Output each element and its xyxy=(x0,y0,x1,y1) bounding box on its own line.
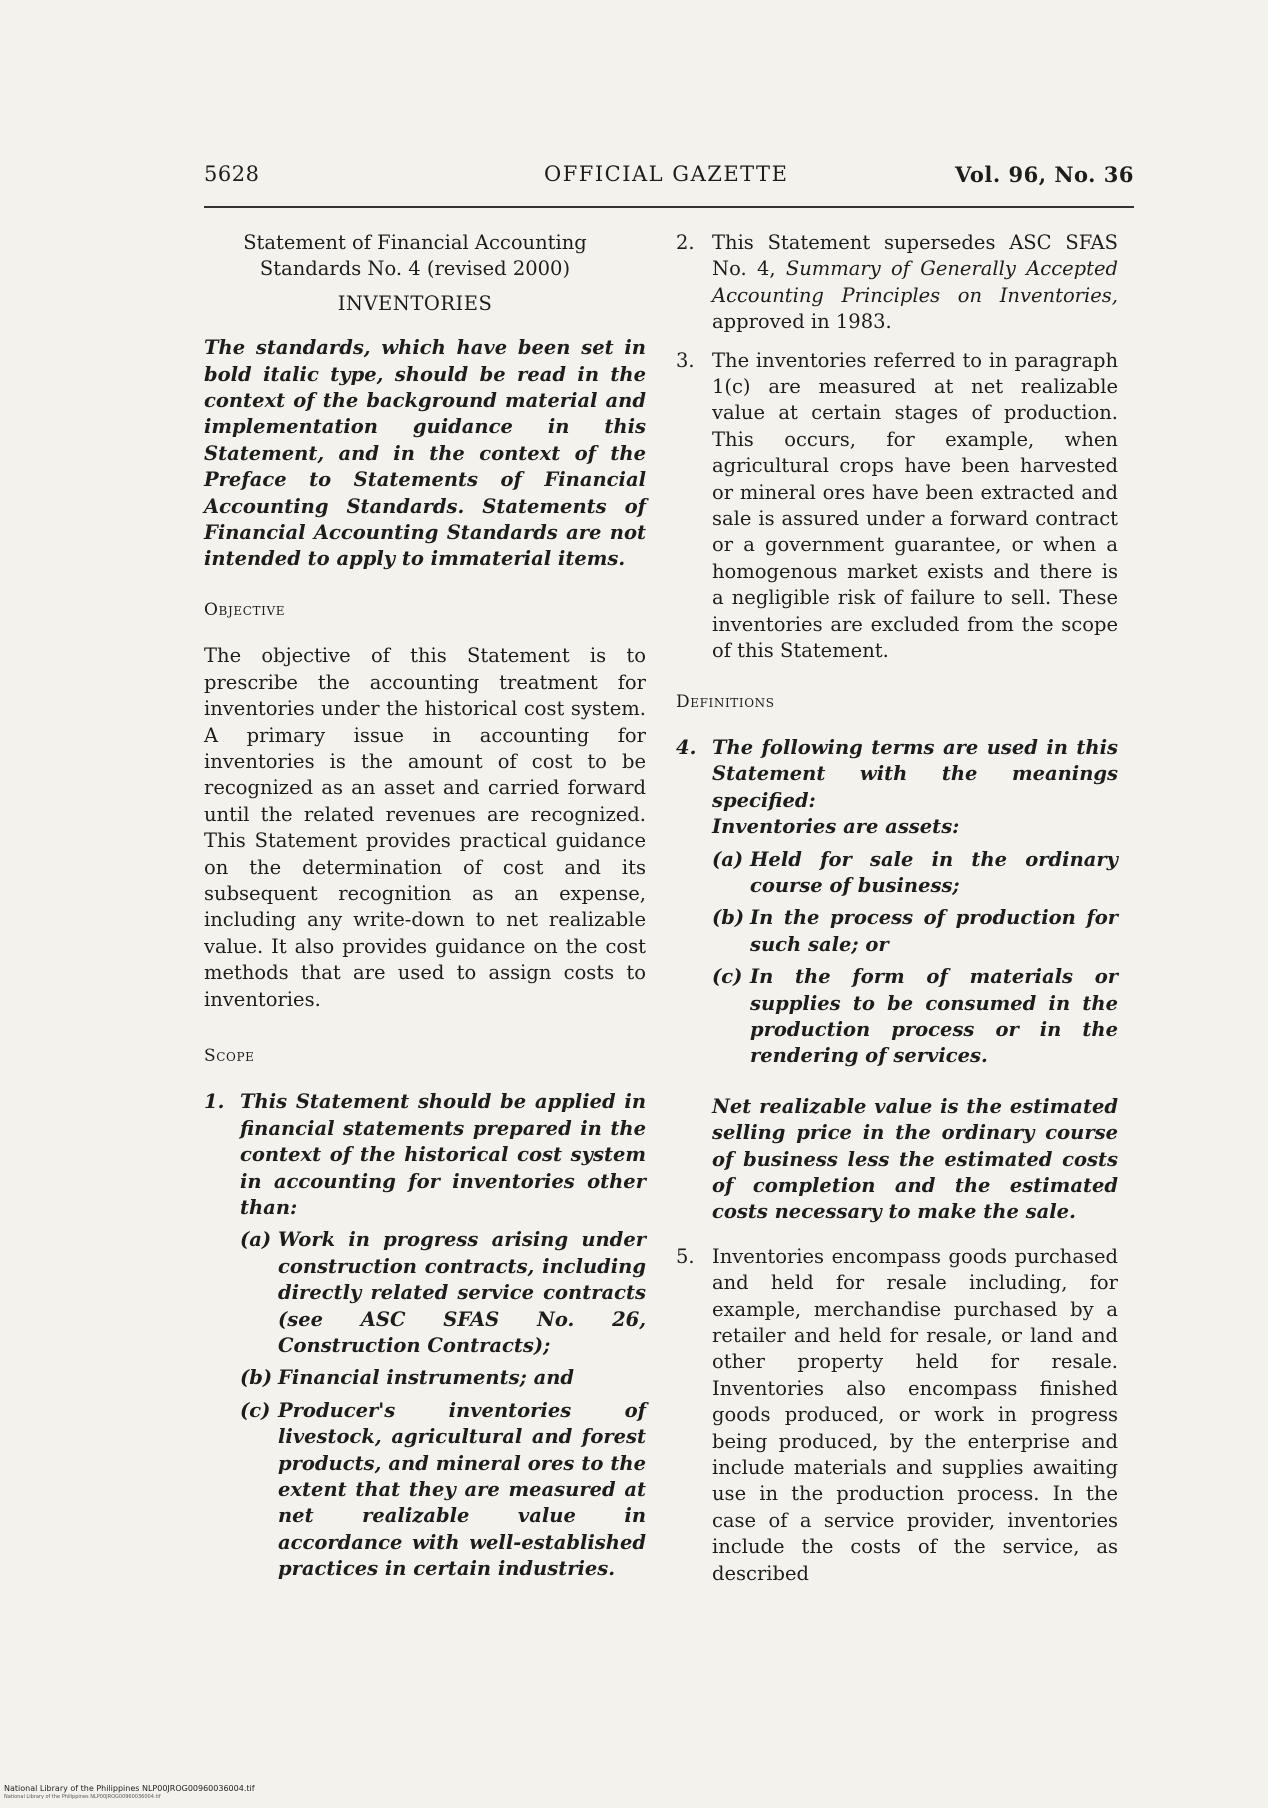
list-item: (a) Work in progress arising under construction contracts, including directly related service contracts (see ASC SFAS No. 26, Construction Contracts); xyxy=(240,1228,646,1358)
paragraph-number: 5. xyxy=(676,1244,695,1268)
list-item: (c) Producer's inventories of livestock, agricultural and forest products, and mineral ores to the extent that they are measured at net realizable value in accordance with well-established practices in certain industries. xyxy=(240,1398,646,1581)
right-column xyxy=(676,230,1118,1599)
footer-line-small: National Library of the Philippines NLP00JROG00960036004.tif xyxy=(4,1794,161,1800)
paragraph-number: 1. xyxy=(204,1090,225,1114)
paragraph-number: 4. xyxy=(676,735,697,759)
publication-title: OFFICIAL GAZETTE xyxy=(544,162,789,186)
paragraph-5 xyxy=(676,1244,1118,1587)
nrv-definition: Net realizable value is the estimated selling price in the ordinary course of business less the estimated costs of completion and the estimated costs necessary to make the sale. xyxy=(712,1094,1118,1224)
paragraph-2: 2. This Statement supersedes ASC SFAS No. 4, Summary of Generally Accepted Accounting Principles on Inventories, approved in 1983. xyxy=(676,230,1118,336)
paragraph-text: The inventories referred to in paragraph 1(c) are measured at net realizable value at certain stages of production. This occurs, for example, when agricultural crops have been harvested or mineral ores have been extracted and sale is assured under a forward contract or a government guarantee, or when a homogenous market exists and there is a negligible risk of failure to sell. These inventories are excluded from the scope of this Statement. xyxy=(712,348,1118,663)
objective-heading: Objective xyxy=(204,599,286,620)
paragraph-text: The following terms are used in this Statement with the meanings specified: xyxy=(712,735,1118,812)
paragraph-number: 3. xyxy=(676,348,695,372)
definitions-heading: Definitions xyxy=(676,691,775,712)
scan-footer xyxy=(4,1784,255,1802)
statement-title: Statement of Financial Accounting Standards No. 4 (revised 2000) xyxy=(243,231,587,281)
preamble: The standards, which have been set in bold italic type, should be read in the context of the background material and implementation guidance in this Statement, and in the context of the Preface to Statements of Financial Accounting Standards. Statements of Financial Accounting Standards are not intended to apply to immaterial items. xyxy=(204,336,646,571)
left-column xyxy=(204,230,646,1601)
paragraph-number: 2. xyxy=(676,231,695,254)
list-item: (b) Financial instruments; and xyxy=(240,1366,575,1390)
footer-line: National Library of the Philippines NLP00JROG00960036004.tif xyxy=(4,1784,255,1793)
volume-number: Vol. 96, No. 36 xyxy=(955,162,1134,187)
statement-subtitle: INVENTORIES xyxy=(337,291,493,315)
paragraph-text: Inventories encompass goods purchased and held for resale including, for example, merchandise purchased by a retailer and held for resale, or land and other property held for resale. Inventories also encompass finished goods produced, or work in progress being produced, by the enterprise and include materials and supplies awaiting use in the production process. In the case of a service provider, inventories include the costs of the service, as described xyxy=(712,1244,1118,1585)
list-item: (c) In the form of materials or supplies to be consumed in the production process or in the rendering of services. xyxy=(712,965,1118,1068)
paragraph-4 xyxy=(676,735,1118,1076)
list-item: (a) Held for sale in the ordinary course of business; xyxy=(712,847,1118,897)
paragraph-subtext: Inventories are assets: xyxy=(712,815,960,839)
list-item: (b) In the process of production for such sale; or xyxy=(712,906,1118,956)
paragraph-1 xyxy=(204,1089,646,1588)
page-number: 5628 xyxy=(204,162,260,186)
page-header xyxy=(204,162,1134,196)
objective-text: The objective of this Statement is to prescribe the accounting treatment for inventories under the historical cost system. A primary issue in accounting for inventories is the amount of cost to be recognized as an asset and carried forward until the related revenues are recognized. This Statement provides practical guidance on the determination of cost and its subsequent recognition as an expense, including any write-down to net realizable value. It also provides guidance on the cost methods that are used to assign costs to inventories. xyxy=(204,644,646,1011)
paragraph-text: This Statement should be applied in financial statements prepared in the context of the historical cost system in accounting for inventories other than: xyxy=(240,1090,646,1219)
scope-heading: Scope xyxy=(204,1045,255,1066)
paragraph-3 xyxy=(676,348,1118,665)
header-rule xyxy=(204,206,1134,208)
